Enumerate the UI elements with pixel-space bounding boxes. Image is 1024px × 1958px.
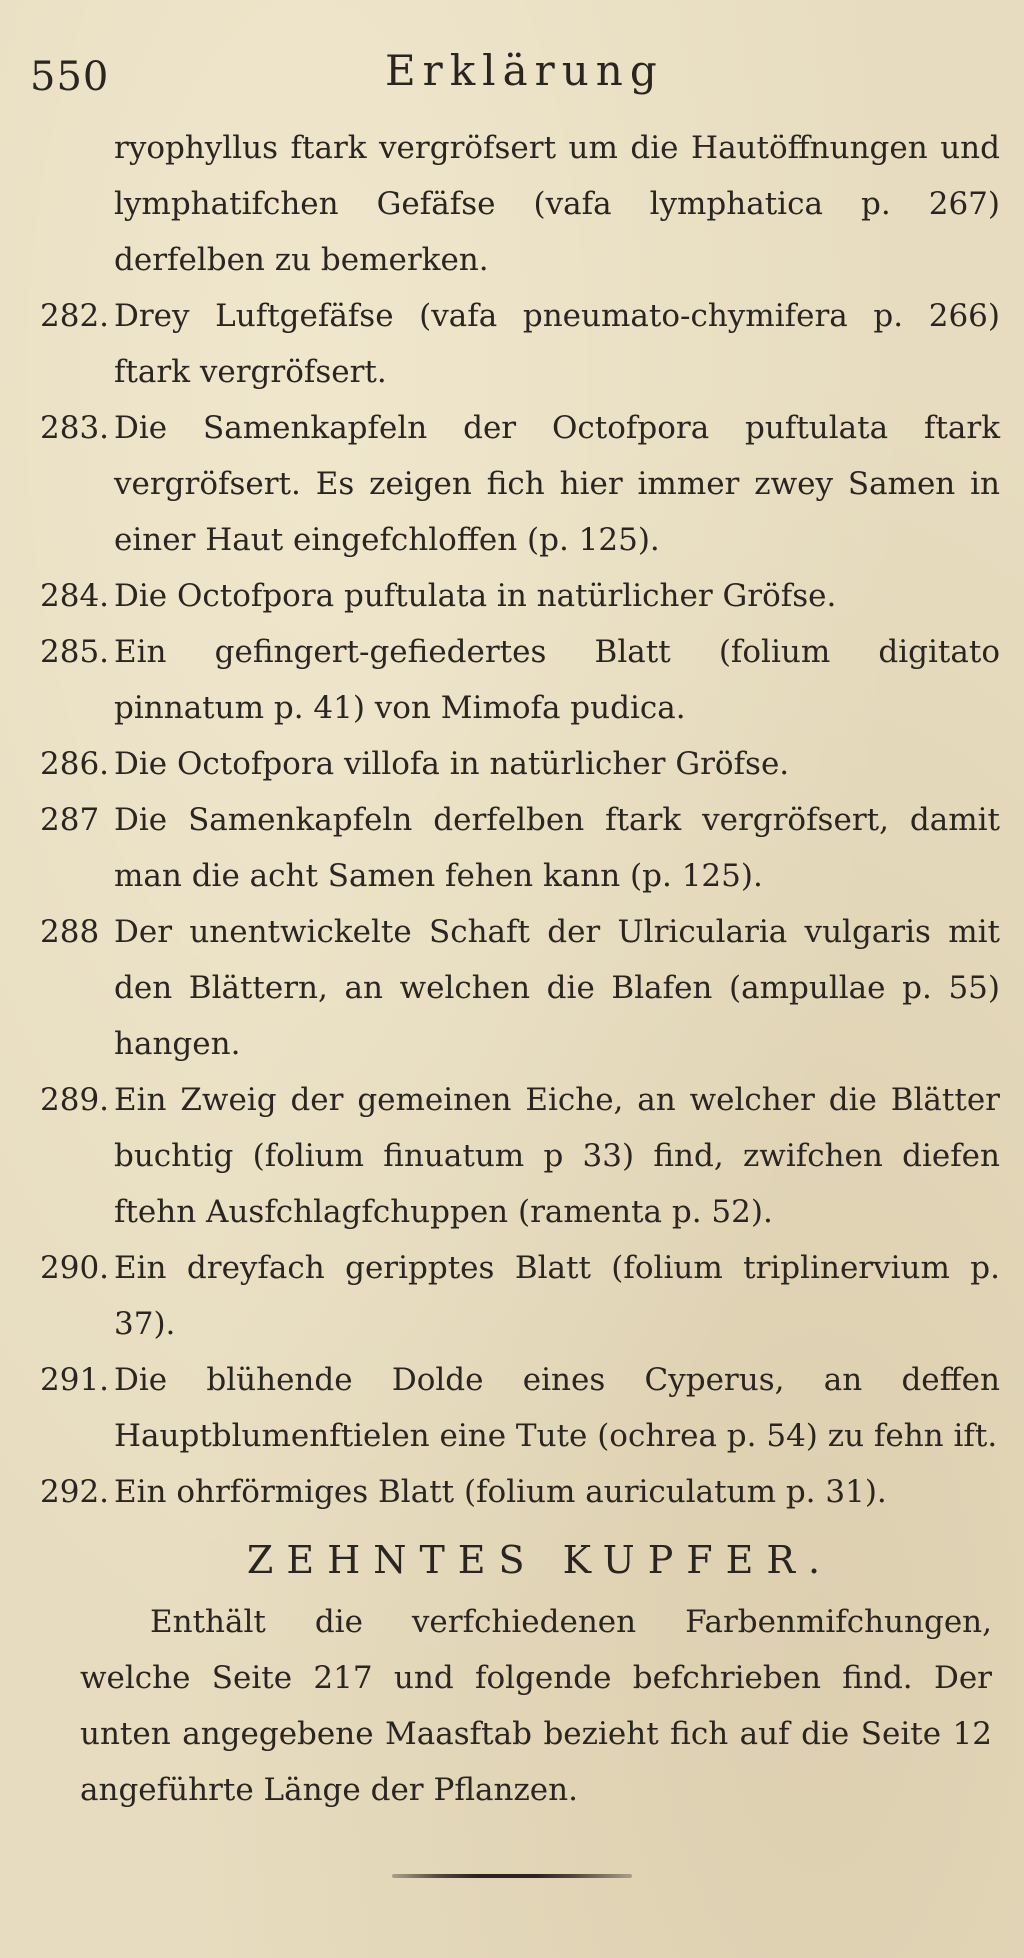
entry-text: Die Octofpora villofa in natürlicher Gröfse. [114,746,790,782]
entry-number: 282. [40,298,110,334]
plate-entry [40,1240,1000,1352]
plate-entry [40,1352,1000,1464]
entry-number: 285. [40,634,110,670]
entry-text: Die Samenkapfeln derfelben ftark vergröfsert, damit man die acht Samen fehen kann (p. 125). [114,802,1000,894]
plate-entry [40,568,1000,624]
plate-entry [40,736,1000,792]
section-paragraph: Enthält die verfchiedenen Farbenmifchungen, welche Seite 217 und folgende befchrieben find. Der unten angegebene Maasftab bezieht fich auf die Seite 12 angeführte Länge der Pflanzen. [80,1604,992,1808]
plate-entry [40,120,1000,288]
entry-number: 291. [40,1362,110,1398]
entry-number: 288 [40,914,100,950]
page-header [30,38,990,98]
entry-text: Die Octofpora puftulata in natürlicher Gröfse. [114,578,837,614]
running-title: Erklärung [385,46,664,95]
entry-text: Die Samenkapfeln der Octofpora puftulata ftark vergröfsert. Es zeigen fich hier immer zwey Samen in einer Haut eingefchloffen (p. 125). [114,410,1000,558]
entry-text: ryophyllus ftark vergröfsert um die Hautöffnungen und lymphatifchen Gefäfse (vafa lymphatica p. 267) derfelben zu bemerken. [114,130,1000,278]
entry-text: Ein ohrförmiges Blatt (folium auriculatum p. 31). [114,1474,887,1510]
plate-entry [40,288,1000,400]
entry-text: Drey Luftgefäfse (vafa pneumato-chymifera p. 266) ftark vergröfsert. [114,298,1000,390]
plate-entry [40,624,1000,736]
page-content [40,120,1000,1818]
page-number: 550 [30,54,110,100]
plate-entry [40,904,1000,1072]
plate-entry [40,400,1000,568]
plate-entry [40,792,1000,904]
entry-text: Ein gefingert-gefiedertes Blatt (folium digitato pinnatum p. 41) von Mimofa pudica. [114,634,1000,726]
entry-number: 289. [40,1082,110,1118]
plate-entry [40,1072,1000,1240]
entry-number: 284. [40,578,110,614]
entry-text: Ein Zweig der gemeinen Eiche, an welcher die Blätter buchtig (folium finuatum p 33) find, zwifchen diefen ftehn Ausfchlagfchuppen (ramenta p. 52). [114,1082,1000,1230]
entry-text: Ein dreyfach geripptes Blatt (folium triplinervium p. 37). [114,1250,1000,1342]
entry-number: 286. [40,746,110,782]
entry-number: 287 [40,802,100,838]
entry-text: Die blühende Dolde eines Cyperus, an deffen Hauptblumenftielen eine Tute (ochrea p. 54) zu fehn ift. [114,1362,1000,1454]
section-heading: ZEHNTES KUPFER. [246,1538,834,1582]
entry-number: 283. [40,410,110,446]
entry-number: 290. [40,1250,110,1286]
entry-number: 292. [40,1474,110,1510]
scale-bar [392,1874,632,1878]
plate-entry [40,1464,1000,1520]
entry-text: Der unentwickelte Schaft der Ulricularia vulgaris mit den Blättern, an welchen die Blafen (ampullae p. 55) hangen. [114,914,1000,1062]
